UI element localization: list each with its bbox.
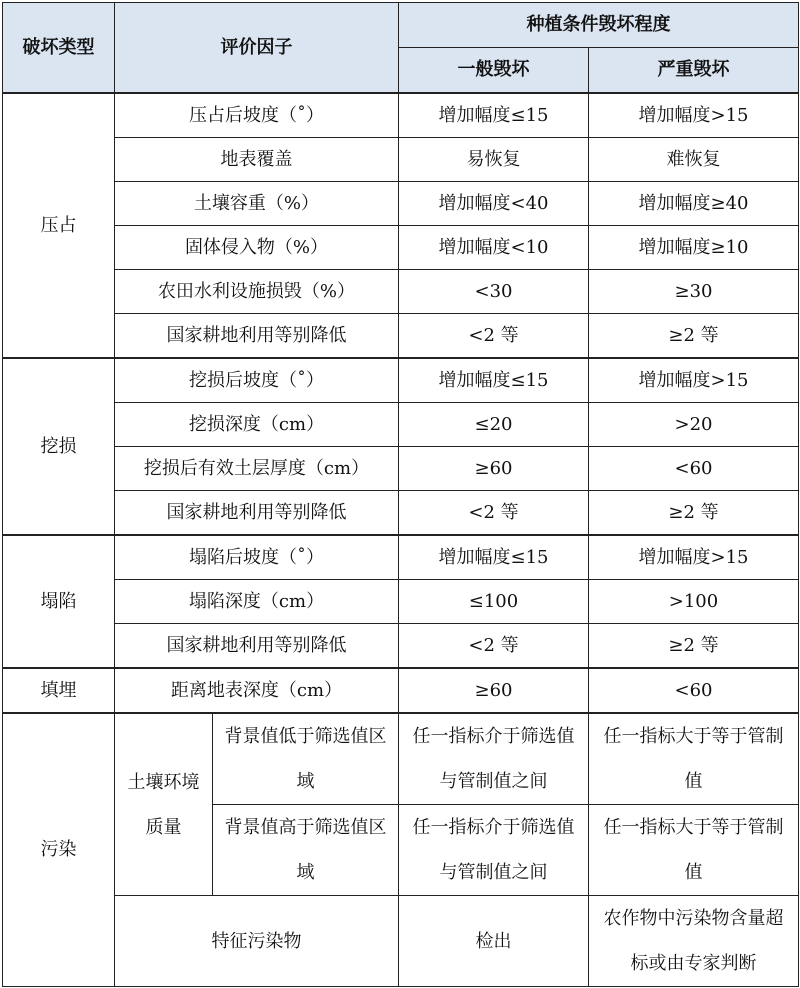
table-row bbox=[3, 358, 799, 403]
general-cell: 检出 bbox=[399, 896, 589, 987]
header-degree: 种植条件毁坏程度 bbox=[399, 3, 799, 48]
damage-type-cell: 填埋 bbox=[3, 668, 115, 713]
factor-cell: 挖损后坡度（˚） bbox=[115, 358, 399, 403]
severe-cell: 农作物中污染物含量超标或由专家判断 bbox=[589, 896, 799, 987]
general-cell: 增加幅度<40 bbox=[399, 182, 589, 226]
general-cell: ≥60 bbox=[399, 668, 589, 713]
damage-type-cell: 挖损 bbox=[3, 358, 115, 535]
table-row bbox=[3, 896, 799, 987]
general-cell: <2 等 bbox=[399, 624, 589, 669]
table-row bbox=[3, 226, 799, 270]
table-row bbox=[3, 491, 799, 536]
general-cell: 易恢复 bbox=[399, 138, 589, 182]
table-row bbox=[3, 314, 799, 359]
table-row bbox=[3, 270, 799, 314]
table-row bbox=[3, 403, 799, 447]
severe-cell: 增加幅度≥40 bbox=[589, 182, 799, 226]
factor-cell: 挖损深度（cm） bbox=[115, 403, 399, 447]
severe-cell: 增加幅度>15 bbox=[589, 93, 799, 138]
factor-cell: 国家耕地利用等别降低 bbox=[115, 624, 399, 669]
severe-cell: 任一指标大于等于管制值 bbox=[589, 805, 799, 896]
general-cell: <2 等 bbox=[399, 491, 589, 536]
factor-cell: 国家耕地利用等别降低 bbox=[115, 314, 399, 359]
factor-cell: 压占后坡度（˚） bbox=[115, 93, 399, 138]
severe-cell: 增加幅度≥10 bbox=[589, 226, 799, 270]
general-cell: 增加幅度<10 bbox=[399, 226, 589, 270]
table-row bbox=[3, 668, 799, 713]
header-factor: 评价因子 bbox=[115, 3, 399, 94]
factor-cell: 挖损后有效土层厚度（cm） bbox=[115, 447, 399, 491]
damage-type-cell: 污染 bbox=[3, 713, 115, 987]
severe-cell: >100 bbox=[589, 580, 799, 624]
severe-cell: ≥30 bbox=[589, 270, 799, 314]
severe-cell: 增加幅度>15 bbox=[589, 535, 799, 580]
general-cell: 增加幅度≤15 bbox=[399, 358, 589, 403]
soil-env-cell: 土壤环境质量 bbox=[115, 713, 213, 896]
severe-cell: <60 bbox=[589, 668, 799, 713]
damage-type-cell: 塌陷 bbox=[3, 535, 115, 668]
general-cell: <2 等 bbox=[399, 314, 589, 359]
severe-cell: >20 bbox=[589, 403, 799, 447]
table-row bbox=[3, 580, 799, 624]
factor-cell: 国家耕地利用等别降低 bbox=[115, 491, 399, 536]
factor-cell: 塌陷后坡度（˚） bbox=[115, 535, 399, 580]
factor-cell: 距离地表深度（cm） bbox=[115, 668, 399, 713]
header-severe: 严重毁坏 bbox=[589, 48, 799, 94]
severe-cell: 增加幅度>15 bbox=[589, 358, 799, 403]
factor-cell: 土壤容重（%） bbox=[115, 182, 399, 226]
factor-cell: 农田水利设施损毁（%） bbox=[115, 270, 399, 314]
general-cell: ≤20 bbox=[399, 403, 589, 447]
damage-type-cell: 压占 bbox=[3, 93, 115, 358]
header-row-1 bbox=[3, 3, 799, 48]
general-cell: 任一指标介于筛选值与管制值之间 bbox=[399, 713, 589, 805]
factor-cell: 固体侵入物（%） bbox=[115, 226, 399, 270]
table-row bbox=[3, 447, 799, 491]
severe-cell: <60 bbox=[589, 447, 799, 491]
table-row bbox=[3, 138, 799, 182]
table-row bbox=[3, 93, 799, 138]
severe-cell: 难恢复 bbox=[589, 138, 799, 182]
factor-cell: 塌陷深度（cm） bbox=[115, 580, 399, 624]
factor-cell: 背景值高于筛选值区域 bbox=[213, 805, 399, 896]
general-cell: ≤100 bbox=[399, 580, 589, 624]
general-cell: <30 bbox=[399, 270, 589, 314]
general-cell: 任一指标介于筛选值与管制值之间 bbox=[399, 805, 589, 896]
severe-cell: ≥2 等 bbox=[589, 624, 799, 669]
general-cell: ≥60 bbox=[399, 447, 589, 491]
severe-cell: ≥2 等 bbox=[589, 491, 799, 536]
severe-cell: 任一指标大于等于管制值 bbox=[589, 713, 799, 805]
general-cell: 增加幅度≤15 bbox=[399, 535, 589, 580]
factor-cell: 地表覆盖 bbox=[115, 138, 399, 182]
table-row bbox=[3, 713, 799, 805]
factor-cell: 特征污染物 bbox=[115, 896, 399, 987]
header-general: 一般毁坏 bbox=[399, 48, 589, 94]
table-row bbox=[3, 182, 799, 226]
factor-cell: 背景值低于筛选值区域 bbox=[213, 713, 399, 805]
table-row bbox=[3, 624, 799, 669]
severe-cell: ≥2 等 bbox=[589, 314, 799, 359]
general-cell: 增加幅度≤15 bbox=[399, 93, 589, 138]
table-row bbox=[3, 535, 799, 580]
header-damage-type: 破坏类型 bbox=[3, 3, 115, 94]
damage-evaluation-table bbox=[2, 2, 799, 987]
